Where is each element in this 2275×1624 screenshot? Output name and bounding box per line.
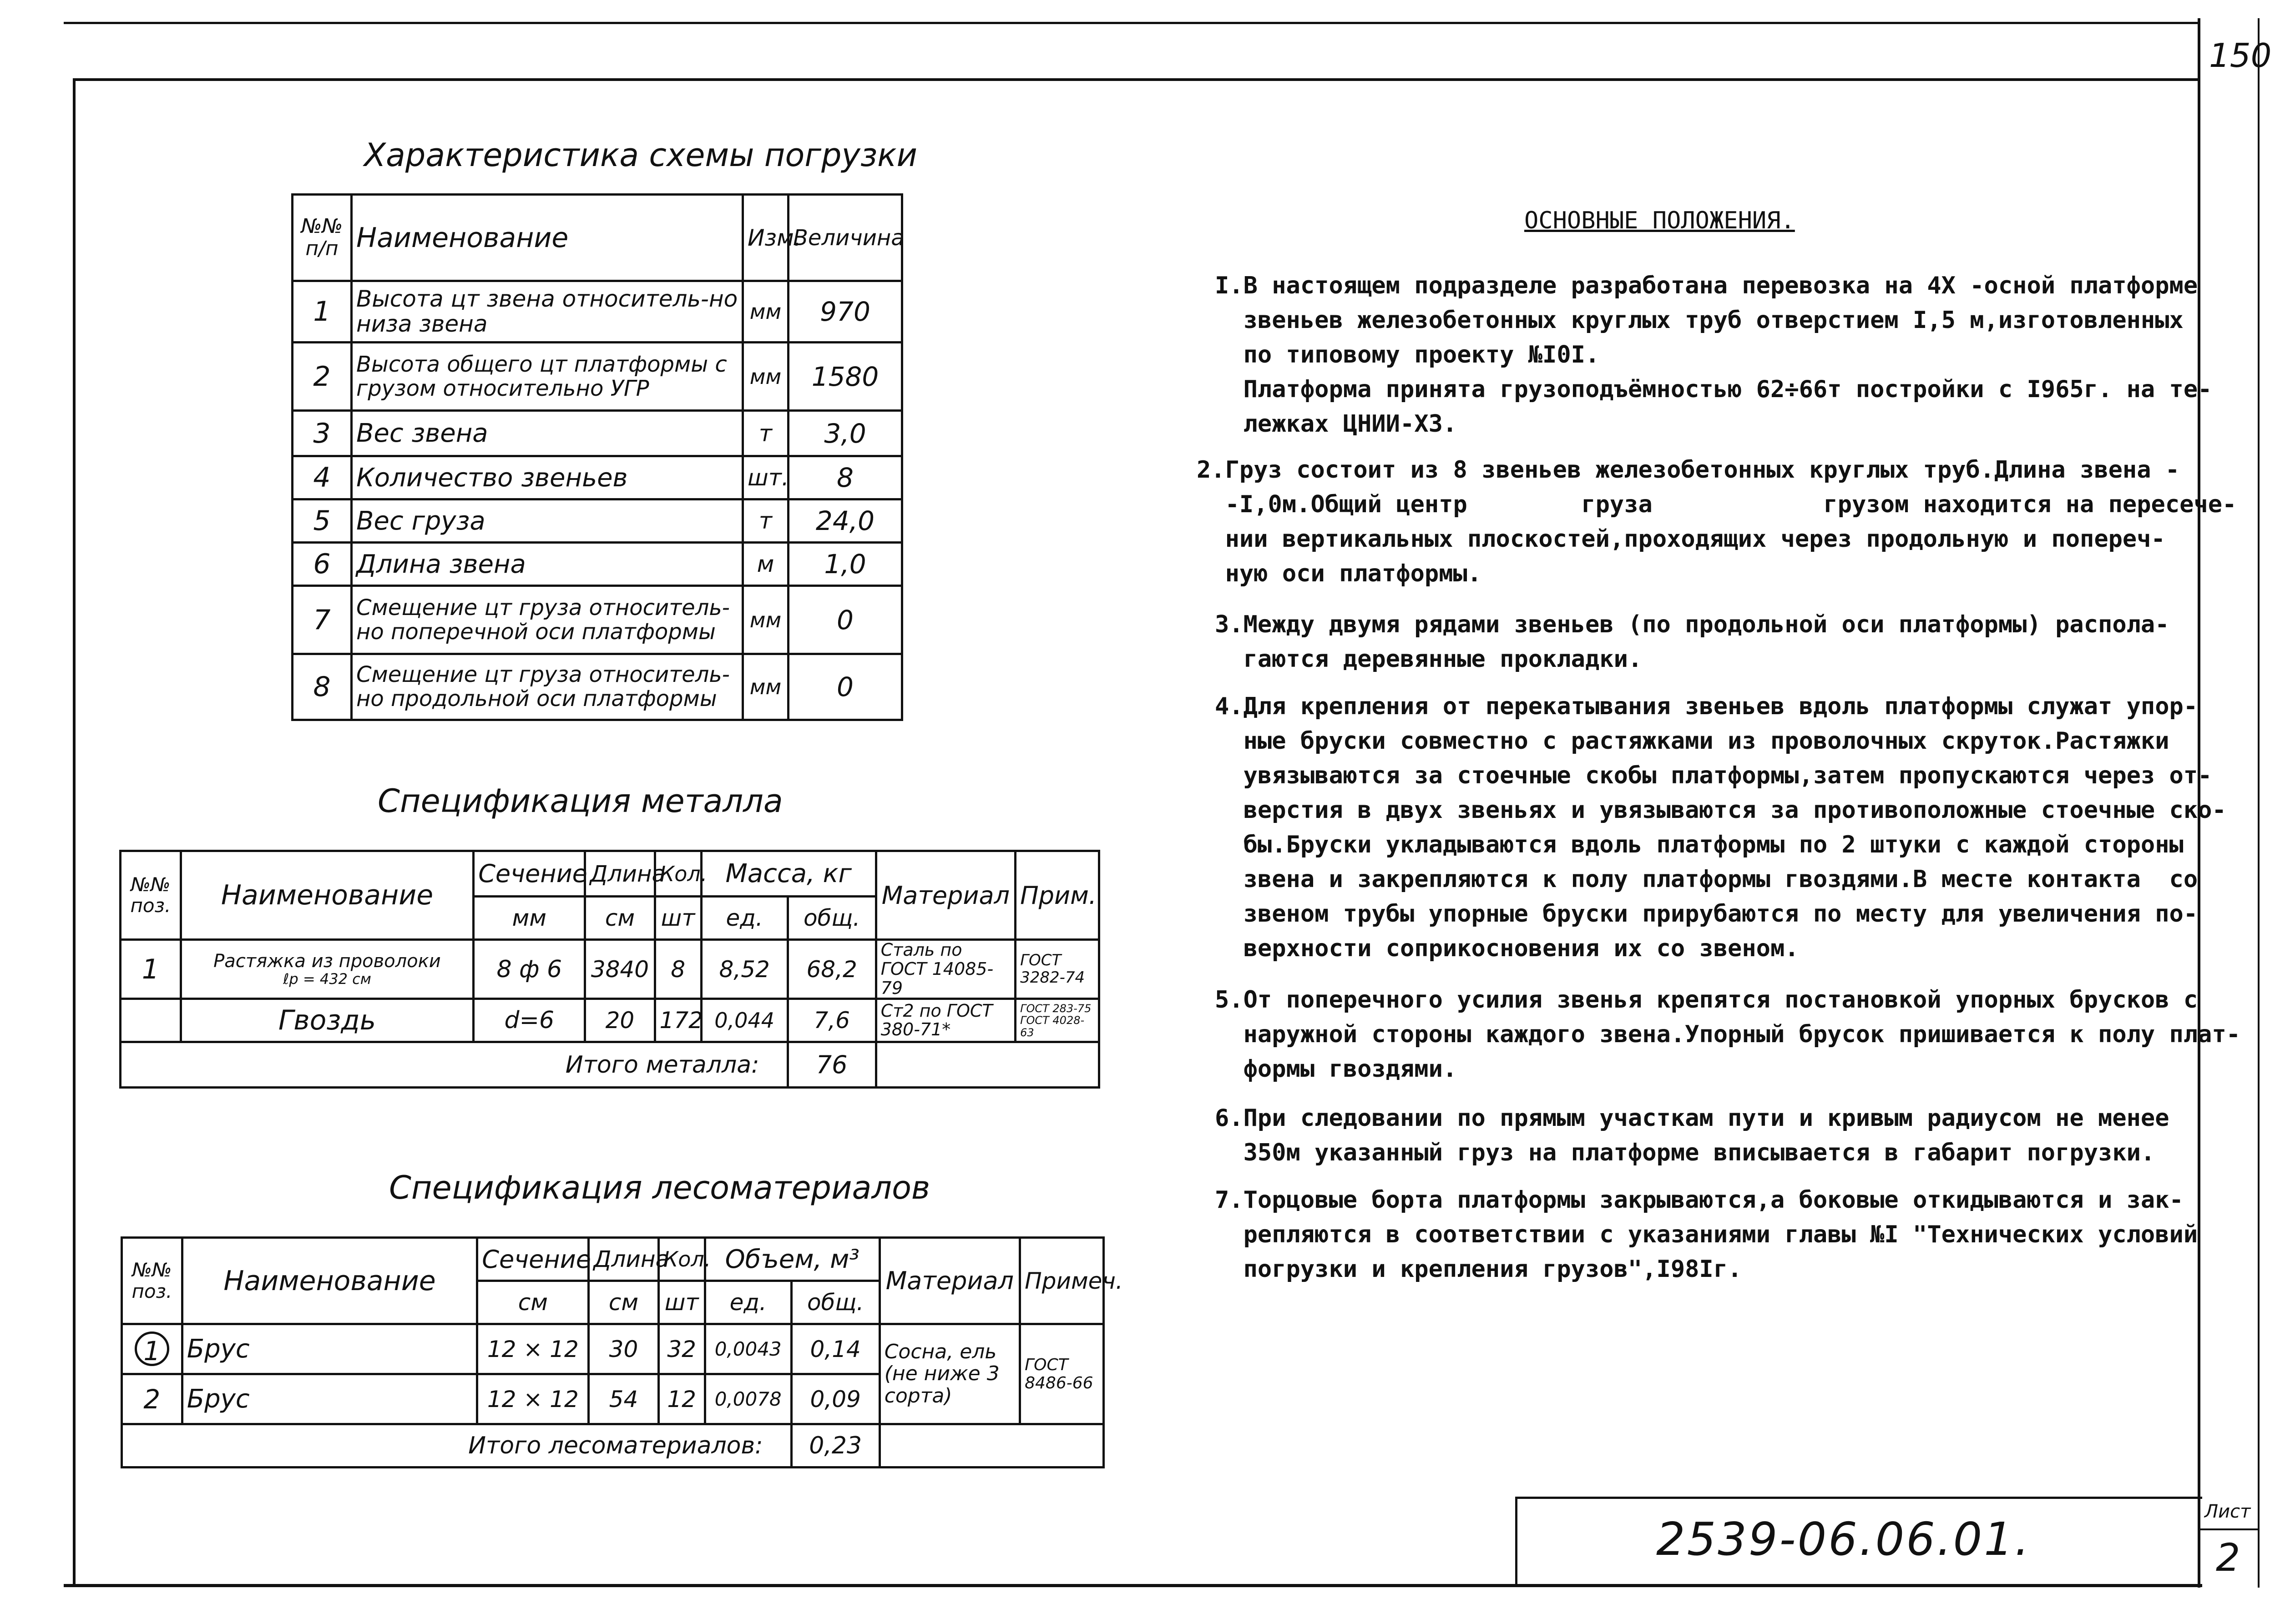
- row-length: 54: [589, 1374, 658, 1424]
- table-row: [293, 586, 902, 654]
- row-value: 970: [789, 281, 902, 343]
- wood-material: Сосна, ель (не ниже 3 сорта): [880, 1324, 1020, 1424]
- table-row: [121, 999, 1099, 1042]
- row-length: 30: [589, 1324, 658, 1374]
- row-num: 6: [293, 543, 352, 586]
- row-num: 2: [293, 343, 352, 411]
- col-header-section-unit: мм: [474, 897, 585, 940]
- sheet-label: Лист: [2204, 1501, 2251, 1522]
- row-name: Высота общего цт платформы с грузом относительно УГР: [352, 343, 743, 411]
- row-section: 12 × 12: [477, 1324, 589, 1374]
- provision-item-3: 3.Между двумя рядами звеньев (по продольной оси платформы) распола- гаются деревянные прокладки.: [1215, 611, 2169, 673]
- row-mass-each: 0,044: [701, 999, 788, 1042]
- wood-table-title: Спецификация лесоматериалов: [389, 1169, 930, 1206]
- col-header-length-unit: см: [589, 1281, 658, 1324]
- provision-item-7: 7.Торцовые борта платформы закрываются,а боковые откидываются и зак- репляются в соответствии с указаниями главы №I "Технических условий погрузки и крепления грузов",I98Iг.: [1215, 1186, 2198, 1283]
- provision-item-6: 6.При следовании по прямым участкам пути и кривым радиусом не менее 350м указанный груз на платформе вписывается в габарит погрузки.: [1215, 1105, 2169, 1166]
- row-section: 12 × 12: [477, 1374, 589, 1424]
- row-name: Длина звена: [352, 543, 743, 586]
- row-value: 1,0: [789, 543, 902, 586]
- row-section: d=6: [474, 999, 585, 1042]
- doc-code: 2539-06.06.01.: [1656, 1513, 2031, 1566]
- row-vol-total: 0,09: [791, 1374, 880, 1424]
- row-name: Смещение цт груза относитель-но поперечной оси платформы: [352, 586, 743, 654]
- row-vol-total: 0,14: [791, 1324, 880, 1374]
- table-row: [293, 499, 902, 543]
- row-vol-each: 0,0043: [705, 1324, 791, 1374]
- col-header-name: Наименование: [181, 851, 473, 940]
- row-name: Вес груза: [352, 499, 743, 543]
- frame-left: [73, 78, 76, 1584]
- col-header-num: №№ п/п: [293, 195, 352, 281]
- row-value: 3,0: [789, 411, 902, 456]
- col-header-qty: Кол.: [655, 851, 701, 897]
- row-length: 3840: [585, 940, 655, 999]
- sheet-number: 2: [2216, 1535, 2240, 1580]
- table-row: [293, 343, 902, 411]
- col-header-mass-each: ед.: [701, 897, 788, 940]
- row-num: 3: [293, 411, 352, 456]
- row-unit: мм: [743, 281, 789, 343]
- col-header-qty-unit: шт: [658, 1281, 705, 1324]
- metal-table-title: Спецификация металла: [378, 782, 783, 820]
- table-row: [293, 411, 902, 456]
- col-header-num: №№ поз.: [122, 1238, 182, 1324]
- row-num: 8: [293, 654, 352, 720]
- provisions-heading: ОСНОВНЫЕ ПОЛОЖЕНИЯ.: [1524, 207, 1795, 234]
- table-row: [293, 654, 902, 720]
- stamp-sheet-label-line: [2198, 1528, 2259, 1530]
- provision-item-1: I.В настоящем подразделе разработана перевозка на 4Х -осной платформе звеньев железобетонных круглых труб отверстием I,5 м,изготовленных по типовому проекту №I0I. Платформа принята грузоподъёмностью 62÷66т постройки с I965г. на те- лежках ЦНИИ-Х3.: [1215, 272, 2212, 438]
- stamp-sheet-divider: [2198, 1497, 2200, 1585]
- row-mass-total: 7,6: [788, 999, 876, 1042]
- wood-total-empty: [880, 1424, 1103, 1468]
- col-header-qty: Кол.: [658, 1238, 705, 1281]
- row-qty: 12: [658, 1374, 705, 1424]
- row-value: 24,0: [789, 499, 902, 543]
- provision-item-2: 2.Груз состоит из 8 звеньев железобетонных круглых труб.Длина звена - -I,0м.Общий центр груза грузом находится на пересече- нии вертикальных плоскостей,проходящих через продольную и попереч- ную оси платформы.: [1197, 456, 2237, 587]
- col-header-mass: Масса, кг: [701, 851, 876, 897]
- page-number: 150: [2209, 36, 2272, 75]
- col-header-section-unit: см: [477, 1281, 589, 1324]
- col-header-unit: Изм.: [743, 195, 789, 281]
- col-header-vol-each: ед.: [705, 1281, 791, 1324]
- row-name: Высота цт звена относитель-но низа звена: [352, 281, 743, 343]
- metal-total-empty: [876, 1042, 1099, 1088]
- loading-table-title: Характеристика схемы погрузки: [364, 136, 917, 174]
- row-num: [121, 999, 181, 1042]
- frame-top-outer: [64, 22, 2198, 24]
- table-row: [121, 940, 1099, 999]
- row-unit: т: [743, 499, 789, 543]
- row-name: Вес звена: [352, 411, 743, 456]
- col-header-section: Сечение: [474, 851, 585, 897]
- row-unit: мм: [743, 654, 789, 720]
- col-header-volume: Объем, м³: [705, 1238, 880, 1281]
- row-num: 2: [122, 1374, 182, 1424]
- row-vol-each: 0,0078: [705, 1374, 791, 1424]
- row-name-line2: ℓр = 432 см: [283, 970, 371, 988]
- table-row: [122, 1324, 1104, 1374]
- col-header-name: Наименование: [352, 195, 743, 281]
- metal-table: [119, 850, 1100, 1089]
- table-row: [293, 456, 902, 499]
- col-header-num: №№ поз.: [121, 851, 181, 940]
- col-header-material: Материал: [880, 1238, 1020, 1324]
- row-mass-each: 8,52: [701, 940, 788, 999]
- col-header-qty-unit: шт: [655, 897, 701, 940]
- col-header-name: Наименование: [182, 1238, 477, 1324]
- row-value: 8: [789, 456, 902, 499]
- row-material: Ст2 по ГОСТ 380-71*: [876, 999, 1015, 1042]
- row-value: 0: [789, 586, 902, 654]
- row-name: Брус: [182, 1324, 477, 1374]
- row-note: ГОСТ 283-75 ГОСТ 4028-63: [1016, 999, 1099, 1042]
- page-number-box-left: [2198, 18, 2199, 86]
- metal-total-value: 76: [788, 1042, 876, 1088]
- row-num: 5: [293, 499, 352, 543]
- metal-total-label: Итого металла:: [121, 1042, 788, 1088]
- row-num: 7: [293, 586, 352, 654]
- row-num: 1: [121, 940, 181, 999]
- frame-top: [73, 78, 2198, 81]
- col-header-length: Длина: [585, 851, 655, 897]
- row-name: [181, 940, 473, 999]
- row-unit: мм: [743, 343, 789, 411]
- col-header-value: Величина: [789, 195, 902, 281]
- loading-table: [291, 193, 903, 721]
- row-qty: 172: [655, 999, 701, 1042]
- frame-right-outer: [2258, 18, 2260, 1588]
- row-unit: т: [743, 411, 789, 456]
- row-unit: шт.: [743, 456, 789, 499]
- frame-bottom: [64, 1584, 2202, 1587]
- row-name: Брус: [182, 1374, 477, 1424]
- table-row: [293, 281, 902, 343]
- col-header-material: Материал: [876, 851, 1015, 940]
- col-header-vol-total: общ.: [791, 1281, 880, 1324]
- row-value: 0: [789, 654, 902, 720]
- row-mass-total: 68,2: [788, 940, 876, 999]
- wood-total-label: Итого лесоматериалов:: [122, 1424, 792, 1468]
- row-section: 8 ф 6: [474, 940, 585, 999]
- provision-item-5: 5.От поперечного усилия звенья крепятся постановкой упорных брусков с наружной стороны каждого звена.Упорный брусок пришивается к полу плат- формы гвоздями.: [1215, 986, 2241, 1083]
- col-header-length: Длина: [589, 1238, 658, 1281]
- row-num: 4: [293, 456, 352, 499]
- row-qty: 8: [655, 940, 701, 999]
- row-name: Количество звеньев: [352, 456, 743, 499]
- row-qty: 32: [658, 1324, 705, 1374]
- row-length: 20: [585, 999, 655, 1042]
- row-note: ГОСТ 3282-74: [1016, 940, 1099, 999]
- row-material: Сталь по ГОСТ 14085-79: [876, 940, 1015, 999]
- row-num: 1: [293, 281, 352, 343]
- wood-total-value: 0,23: [791, 1424, 880, 1468]
- row-num-circled: 1: [135, 1331, 169, 1366]
- row-unit: м: [743, 543, 789, 586]
- col-header-mass-total: общ.: [788, 897, 876, 940]
- col-header-section: Сечение: [477, 1238, 589, 1281]
- row-name: Смещение цт груза относитель-но продольной оси платформы: [352, 654, 743, 720]
- stamp-top: [1515, 1497, 2202, 1499]
- row-num-cell: [122, 1324, 182, 1374]
- stamp-left: [1515, 1497, 1517, 1585]
- row-name: Гвоздь: [181, 999, 473, 1042]
- wood-note: ГОСТ 8486-66: [1020, 1324, 1104, 1424]
- table-row: [293, 543, 902, 586]
- row-unit: мм: [743, 586, 789, 654]
- col-header-length-unit: см: [585, 897, 655, 940]
- provision-item-4: 4.Для крепления от перекатывания звеньев вдоль платформы служат упор- ные бруски совместно с растяжками из проволочных скруток.Растяжки увязываются за стоечные скобы платформы,затем пропускаются через от- верстия в двух звеньях и увязываются за противоположные стоечные ско- бы.Бруски укладываются вдоль платформы по 2 штуки с каждой стороны звена и закрепляются к полу платформы гвоздями.В месте контакта со звеном трубы упорные бруски прирубаются по месту для увеличения по- верхности соприкосновения их со звеном.: [1215, 693, 2226, 962]
- row-value: 1580: [789, 343, 902, 411]
- wood-table: [121, 1236, 1123, 1468]
- col-header-note: Прим.: [1016, 851, 1099, 940]
- row-name-line1: Растяжка из проволоки: [213, 951, 441, 972]
- col-header-note: Примеч.: [1020, 1238, 1104, 1324]
